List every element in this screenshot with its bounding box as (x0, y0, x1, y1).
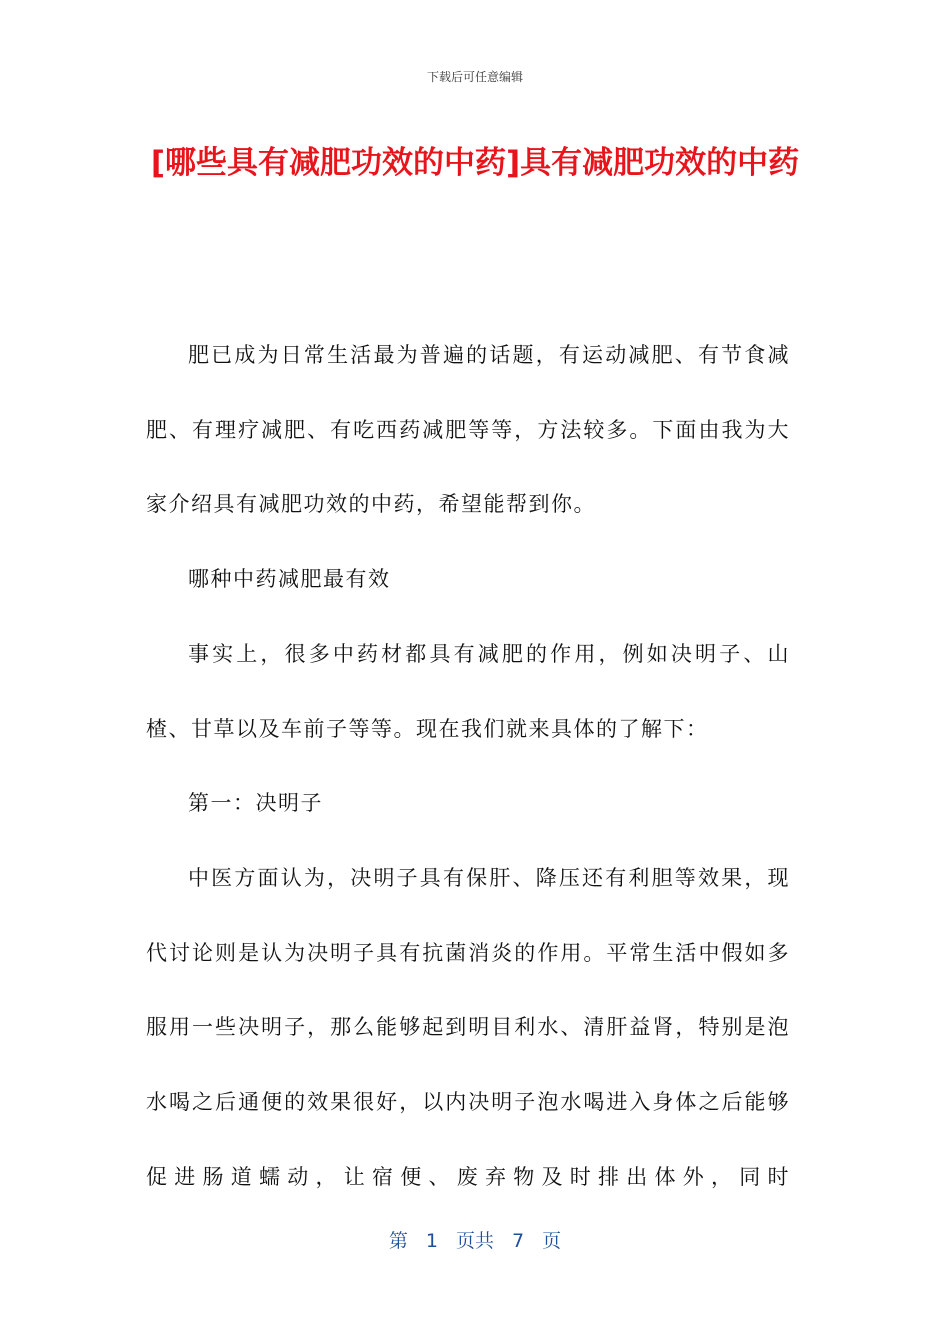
section-heading-juemingzi: 第一：决明子 (188, 791, 323, 816)
document-body (146, 318, 790, 1214)
footer-middle: 页共 (455, 1230, 494, 1252)
page-number-footer (0, 1226, 950, 1253)
document-title: [哪些具有减肥功效的中药]具有减肥功效的中药 (150, 145, 800, 181)
paragraph-herbs-overview: 事实上，很多中药材都具有减肥的作用，例如决明子、山楂、甘草以及车前子等等。现在我们就来具体的了解下： (146, 641, 790, 741)
section-heading-best-herb: 哪种中药减肥最有效 (188, 567, 391, 592)
footer-current-page: 1 (425, 1230, 438, 1252)
paragraph-intro: 肥已成为日常生活最为普遍的话题，有运动减肥、有节食减肥、有理疗减肥、有吃西药减肥等等，方法较多。下面由我为大家介绍具有减肥功效的中药，希望能帮到你。 (146, 343, 790, 517)
footer-total-pages: 7 (512, 1230, 525, 1252)
header-note: 下载后可任意编辑 (426, 70, 523, 84)
paragraph-juemingzi: 中医方面认为，决明子具有保肝、降压还有利胆等效果，现代讨论则是认为决明子具有抗菌消炎的作用。平常生活中假如多服用一些决明子，那么能够起到明目利水、清肝益肾，特别是泡水喝之后通便的效果很好，以内决明子泡水喝进入身体之后能够促进肠道蠕动，让宿便、废弃物及时排出体外，同时 (146, 865, 790, 1189)
footer-prefix: 第 (388, 1230, 408, 1252)
footer-suffix: 页 (542, 1230, 562, 1252)
